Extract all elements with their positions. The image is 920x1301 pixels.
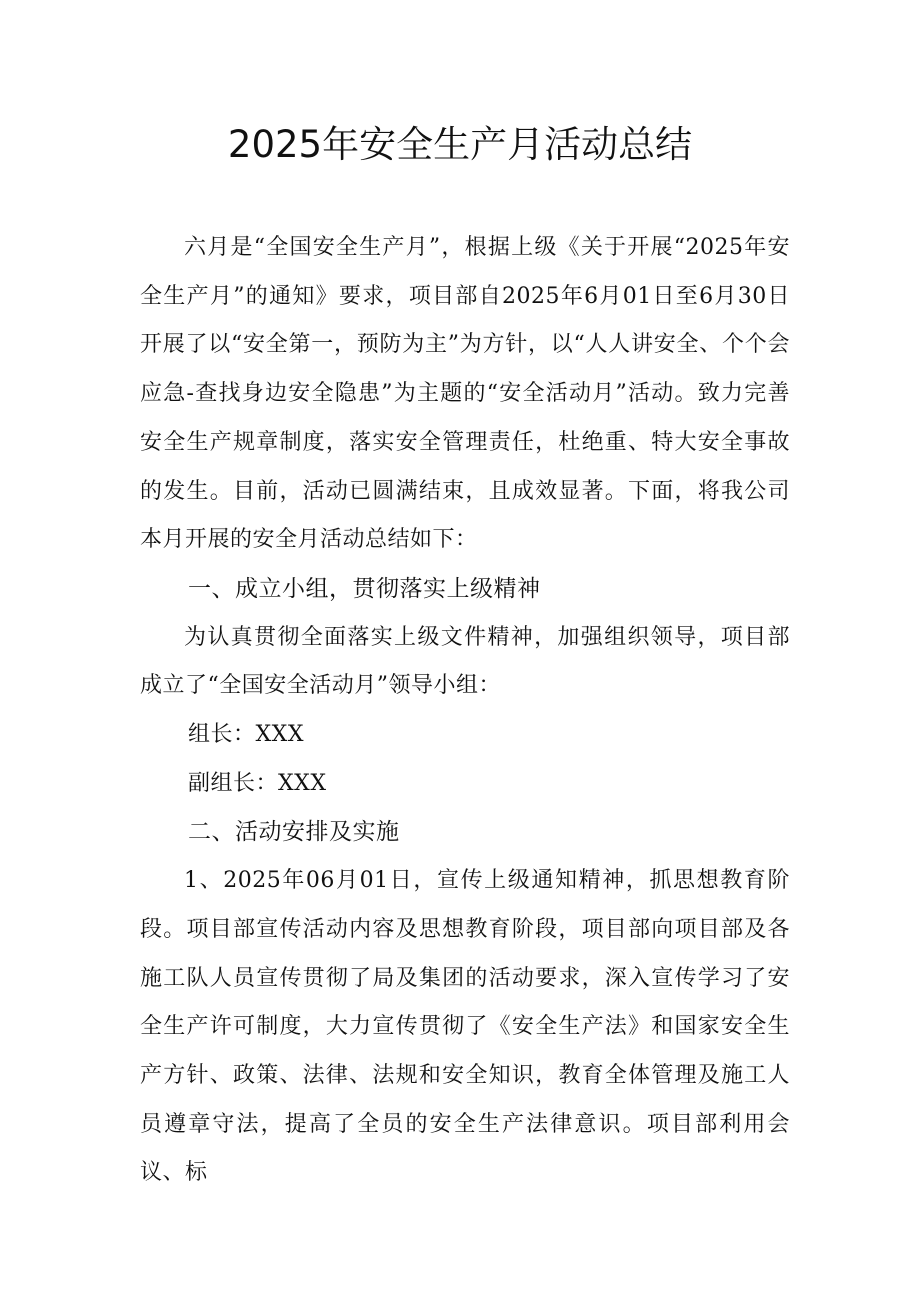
section-2-heading: 二、活动安排及实施 — [188, 819, 400, 846]
team-leader-line — [140, 711, 790, 760]
section-2-paragraph: 1、2025年06月01日，宣传上级通知精神，抓思想教育阶段。项目部宣传活动内容及思想教育阶段，项目部向项目部及各施工队人员宣传贯彻了局及集团的活动要求，深入宣传学习了安全生产许可制度，大力宣传贯彻了《安全生产法》和国家安全生产方针、政策、法律、法规和安全知识，教育全体管理及施工人员遵章守法，提高了全员的安全生产法律意识。项目部利用会议、标 — [140, 868, 790, 1186]
deputy-leader-line — [140, 760, 790, 809]
document-body — [140, 224, 790, 1198]
deputy-leader-value: XXX — [278, 770, 327, 796]
section-1-heading: 一、成立小组，贯彻落实上级精神 — [188, 575, 541, 602]
document-title: 2025年安全生产月活动总结 — [227, 123, 693, 166]
section-1-paragraph: 为认真贯彻全面落实上级文件精神，加强组织领导，项目部成立了“全国安全活动月”领导小组： — [140, 624, 790, 699]
intro-paragraph: 六月是“全国安全生产月”，根据上级《关于开展“2025年安全生产月”的通知》要求，项目部自2025年6月01日至6月30日开展了以“安全第一，预防为主”为方针，以“人人讲安全、个个会应急-查找身边安全隐患”为主题的“安全活动月”活动。致力完善安全生产规章制度，落实安全管理责任，杜绝重、特大安全事故的发生。目前，活动已圆满结束，且成效显著。下面，将我公司本月开展的安全月活动总结如下： — [140, 235, 790, 553]
deputy-leader-label: 副组长： — [188, 770, 279, 796]
team-leader-value: XXX — [255, 722, 305, 748]
team-leader-label: 组长： — [188, 722, 256, 748]
